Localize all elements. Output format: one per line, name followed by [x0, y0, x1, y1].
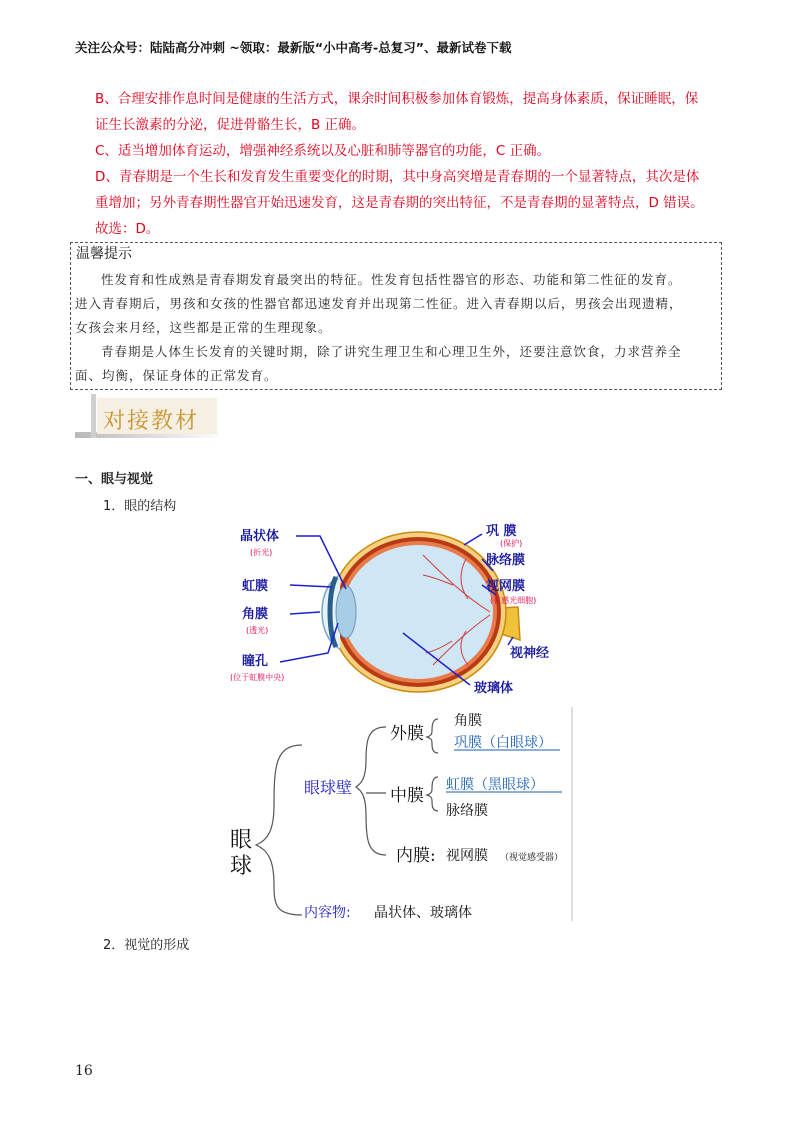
page-header: 关注公众号：陆陆高分冲刺 ~领取：最新版“小中高考-总复习”、最新试卷下载 [75, 40, 512, 55]
answer-c: C、适当增加体育运动，增强神经系统以及心脏和肺等器官的功能，C 正确。 [95, 143, 551, 159]
tip-line: 青春期是人体生长发育的关键时期，除了讲究生理卫生和心理卫生外，还要注意饮食，力求营养全 [101, 344, 682, 359]
note-sclera: (保护) [500, 539, 523, 548]
banner-title: 对接教材 [103, 409, 200, 434]
note-retina: (有感光细胞) [490, 596, 537, 605]
root-brace [256, 745, 302, 915]
eye-structure-diagram [228, 515, 588, 700]
middle-brace [427, 777, 438, 811]
eyeball-classification-tree [228, 705, 578, 923]
tree-root-1: 眼 [230, 828, 253, 853]
tip-title: 温馨提示 [76, 246, 132, 262]
label-iris: 虹膜 [242, 579, 269, 594]
label-vitreous: 玻璃体 [474, 681, 514, 696]
tree-choroid: 脉络膜 [446, 803, 488, 819]
tree-middle: 中膜 [390, 786, 424, 806]
tree-inner: 内膜: [396, 846, 436, 866]
label-sclera: 巩 膜 [486, 524, 517, 539]
answer-b-line2: 证生长激素的分泌，促进骨骼生长，B 正确。 [95, 117, 366, 133]
tree-sclera: 巩膜（白眼球） [454, 735, 552, 751]
tree-root-2: 球 [230, 854, 253, 879]
label-retina: 视网膜 [486, 579, 526, 594]
tree-retina: 视网膜 [446, 848, 488, 864]
tip-line: 进入青春期后，男孩和女孩的性器官都迅速发育并出现第二性征。进入青春期以后，男孩会出现遗精， [75, 296, 683, 311]
answer-block [95, 86, 735, 242]
tree-cornea: 角膜 [454, 713, 482, 729]
label-cornea: 角膜 [242, 607, 269, 622]
subsection-eye-structure: 1．眼的结构 [103, 499, 177, 514]
lens-shape [336, 586, 356, 638]
note-cornea: (透光) [246, 626, 269, 635]
tip-line: 面、均衡，保证身体的正常发育。 [75, 368, 278, 383]
tip-line: 女孩会来月经，这些都是正常的生理现象。 [75, 320, 332, 335]
outer-brace [427, 719, 438, 753]
answer-choice: 故选：D。 [95, 221, 160, 237]
label-optic-nerve: 视神经 [510, 646, 550, 661]
wall-brace [356, 727, 386, 855]
tip-line: 性发育和性成熟是青春期发育最突出的特征。性发育包括性器官的形态、功能和第二性征的发育。 [101, 272, 682, 287]
tree-retina-note: （视觉感受器） [500, 853, 564, 863]
note-pupil: (位于虹膜中央) [230, 673, 285, 682]
label-lens: 晶状体 [240, 529, 280, 544]
tree-wall: 眼球壁 [304, 778, 353, 797]
page-number: 16 [75, 1063, 93, 1079]
answer-d-line2: 重增加；另外青春期性器官开始迅速发育，这是青春期的突出特征，不是青春期的显著特点，D 错误。 [95, 195, 704, 211]
answer-d-line1: D、青春期是一个生长和发育发生重要变化的时期，其中身高突增是青春期的一个显著特点，其次是体 [95, 169, 700, 185]
tree-iris: 虹膜（黑眼球） [446, 777, 544, 793]
tree-outer: 外膜 [390, 724, 424, 744]
tree-content-items: 晶状体、玻璃体 [374, 905, 472, 921]
subsection-vision-formation: 2．视觉的形成 [103, 938, 190, 953]
section-title: 一、眼与视觉 [75, 472, 154, 487]
label-choroid: 脉络膜 [486, 553, 526, 568]
tip-body [75, 268, 715, 388]
vitreous-shape [343, 545, 493, 679]
label-pupil: 瞳孔 [242, 654, 269, 669]
answer-b-line1: B、合理安排作息时间是健康的生活方式，课余时间积极参加体育锻炼，提高身体素质，保证睡眠，保 [95, 91, 699, 107]
note-lens: (折光) [250, 548, 273, 557]
tree-content: 内容物: [304, 905, 351, 921]
